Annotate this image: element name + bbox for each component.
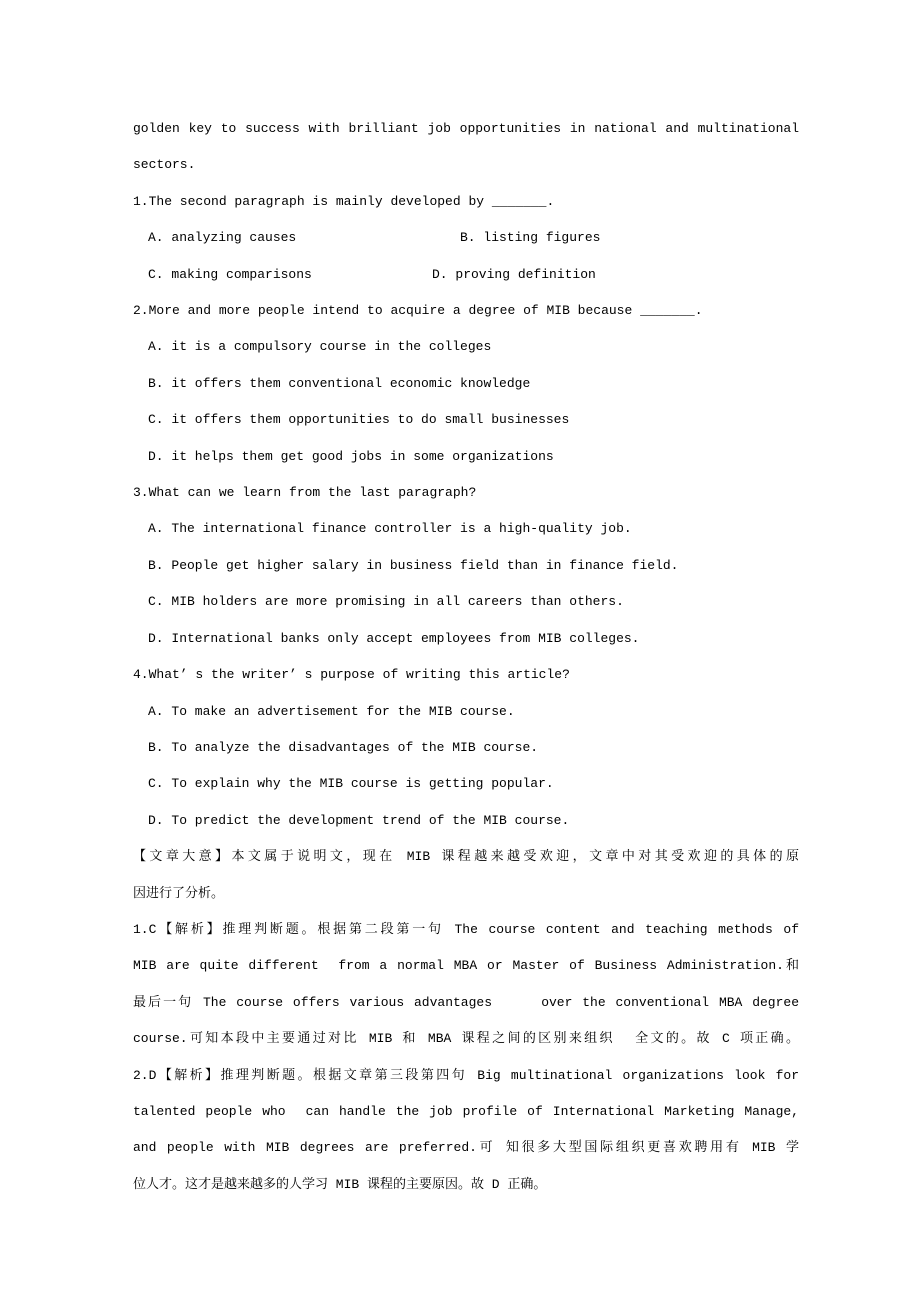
question-3-stem: 3.What can we learn from the last paragraph? bbox=[133, 485, 477, 501]
question-2-stem: 2.More and more people intend to acquire a degree of MIB because _______. bbox=[133, 303, 703, 319]
question-2-option-d: D. it helps them get good jobs in some organizations bbox=[148, 448, 554, 464]
explanation-2-line: and people with MIB degrees are preferred.可 知很多大型国际组织更喜欢聘用有 MIB 学 bbox=[133, 1140, 799, 1156]
question-2-option-a: A. it is a compulsory course in the colleges bbox=[148, 339, 492, 355]
summary-line: 因进行了分析。 bbox=[133, 885, 225, 901]
question-4-option-a: A. To make an advertisement for the MIB course. bbox=[148, 703, 515, 719]
summary-line: 【文章大意】本文属于说明文，现在 MIB 课程越来越受欢迎，文章中对其受欢迎的具体的原 bbox=[133, 849, 799, 865]
question-1-options-row bbox=[133, 220, 799, 256]
question-2-option-b: B. it offers them conventional economic knowledge bbox=[148, 375, 531, 391]
question-1-stem: 1.The second paragraph is mainly developed by _______. bbox=[133, 193, 555, 209]
question-4-option-c: C. To explain why the MIB course is getting popular. bbox=[148, 776, 554, 792]
question-3-option-d: D. International banks only accept employees from MIB colleges. bbox=[148, 630, 640, 646]
question-3-option-c: C. MIB holders are more promising in all careers than others. bbox=[148, 594, 624, 610]
explanation-2-line: talented people who can handle the job profile of International Marketing Manage, bbox=[133, 1103, 799, 1119]
question-4-option-b: B. To analyze the disadvantages of the MIB course. bbox=[148, 739, 539, 755]
question-1-options-row bbox=[133, 257, 799, 293]
explanation-1-line: course.可知本段中主要通过对比 MIB 和 MBA 课程之间的区别来组织 全文的。故 C 项正确。 bbox=[133, 1031, 799, 1047]
document-content bbox=[133, 111, 799, 1203]
passage-line: golden key to success with brilliant job opportunities in national and multinational bbox=[133, 121, 799, 136]
question-1-option-a: A. analyzing causes bbox=[148, 230, 297, 246]
passage-line: sectors. bbox=[133, 157, 196, 173]
question-2-option-c: C. it offers them opportunities to do small businesses bbox=[148, 412, 570, 428]
question-1-option-d: D. proving definition bbox=[432, 266, 596, 282]
explanation-1-line: MIB are quite different from a normal MBA or Master of Business Administration.和 bbox=[133, 958, 799, 974]
question-1-option-b: B. listing figures bbox=[460, 230, 601, 246]
explanation-2-line: 2.D【解析】推理判断题。根据文章第三段第四句 Big multinational organizations look for bbox=[133, 1067, 799, 1083]
explanation-2-line: 位人才。这才是越来越多的人学习 MIB 课程的主要原因。故 D 正确。 bbox=[133, 1176, 547, 1192]
question-3-option-b: B. People get higher salary in business field than in finance field. bbox=[148, 557, 679, 573]
question-4-option-d: D. To predict the development trend of the MIB course. bbox=[148, 812, 570, 828]
explanation-1-line: 最后一句 The course offers various advantages over the conventional MBA degree bbox=[133, 994, 799, 1010]
question-1-option-c: C. making comparisons bbox=[148, 266, 312, 282]
explanation-1-line: 1.C【解析】推理判断题。根据第二段第一句 The course content and teaching methods of bbox=[133, 921, 799, 937]
question-3-option-a: A. The international finance controller is a high-quality job. bbox=[148, 521, 632, 537]
question-4-stem: 4.What’ s the writer’ s purpose of writing this article? bbox=[133, 667, 570, 683]
